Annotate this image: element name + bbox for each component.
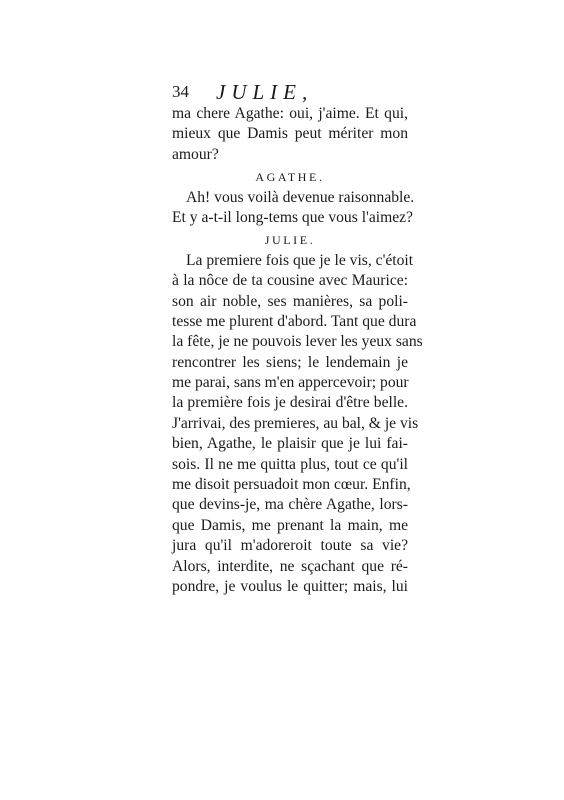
- text-line: ma chere Agathe: oui, j'aime. Et qui,: [172, 105, 408, 122]
- text-line: J'arrivai, des premieres, au bal, & je vis: [172, 414, 419, 432]
- text-line: pondre, je voulus le quitter; mais, lui: [172, 577, 408, 595]
- text-line: bien, Agathe, le plaisir que je lui fai-: [172, 435, 408, 453]
- text-line: la première fois je desirai d'être belle.: [172, 394, 408, 412]
- text-line: rencontrer les siens; le lendemain je: [172, 353, 408, 371]
- text-line: amour?: [172, 145, 219, 163]
- speaker-name: AGATHE.: [255, 170, 325, 185]
- running-title: JULIE,: [216, 80, 314, 104]
- text-line: à la nôce de ta cousine avec Maurice:: [172, 272, 408, 290]
- text-line: jura qu'il m'adoreroit toute sa vie?: [172, 537, 408, 555]
- speaker-name: JULIE.: [264, 233, 316, 248]
- text-line: que devins-je, ma chère Agathe, lors-: [172, 496, 408, 514]
- text-line: que Damis, me prenant la main, me: [172, 516, 408, 534]
- text-line: son air noble, ses manières, sa poli-: [172, 292, 408, 310]
- text-line: la fête, je ne pouvois lever les yeux sans: [172, 333, 423, 351]
- text-line: me disoit persuadoit mon cœur. Enfin,: [172, 476, 411, 494]
- text-line: Et y a-t-il long-tems que vous l'aimez?: [172, 208, 413, 226]
- text-line: tesse me plurent d'abord. Tant que dura: [172, 312, 417, 330]
- text-line: mieux que Damis peut mériter mon: [172, 125, 408, 143]
- text-line: sois. Il ne me quitta plus, tout ce qu'il: [172, 455, 408, 473]
- text-line: La premiere fois que je le vis, c'étoit: [186, 251, 414, 269]
- text-line: Alors, interdite, ne sçachant que ré-: [172, 557, 408, 575]
- page-number: 34: [172, 82, 189, 101]
- text-block: [172, 104, 423, 597]
- text-line: me parai, sans m'en appercevoir; pour: [172, 374, 409, 392]
- running-head: [172, 82, 432, 106]
- text-line: Ah! vous voilà devenue raisonnable.: [186, 188, 415, 206]
